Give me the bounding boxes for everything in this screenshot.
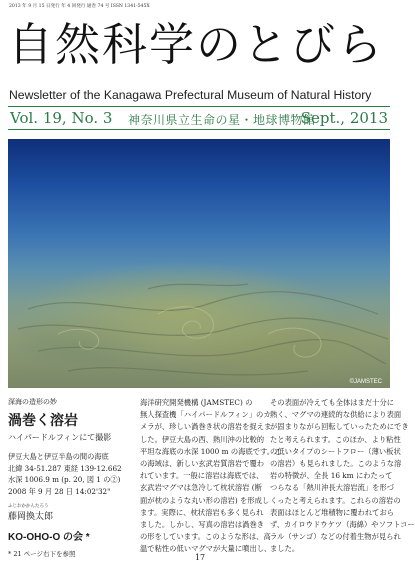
text-line: ました。 xyxy=(270,544,300,554)
text-line: メラが、珍しい渦巻き状の溶岩を捉えま xyxy=(140,422,272,432)
text-line: 熱く、マグマの連続的な供給により表面 xyxy=(270,410,402,420)
series-label: 深海の造形の妙 xyxy=(8,398,57,406)
page-number: 17 xyxy=(194,553,206,562)
article-title: 渦巻く溶岩 xyxy=(8,413,78,429)
cover-photo xyxy=(8,139,390,388)
caption-column xyxy=(8,397,128,558)
issue-info: 2013 年 9 月 15 日発行 年 4 回発行 通巻 74 号 ISSN 1341-545X xyxy=(9,4,150,9)
text-line: 玄武岩マグマは急冷して枕状溶岩 (断 xyxy=(140,483,262,493)
text-line: した。伊豆大島の西、熱川沖の比較的 xyxy=(140,434,265,444)
text-line: ました。しかし、写真の溶岩は渦巻き xyxy=(140,520,265,530)
author-name: 藤岡換太郎 xyxy=(8,512,54,522)
text-line: ず、カイロウドウケツ（海綿）やソフトコー xyxy=(270,520,415,530)
article-subtitle: ハイパードルフィンにて撮影 xyxy=(8,433,112,442)
text-line: 平坦な海底の水深 1000 m の海底です。こ xyxy=(140,446,282,456)
issue-date: Sept., 2013 xyxy=(300,109,388,127)
museum-name: 神奈川県立生命の星・地球博物館 xyxy=(128,113,316,127)
author-reading: ふじおかかんたろう xyxy=(8,504,49,509)
photo-credit: ©JAMSTEC xyxy=(349,379,382,385)
text-line: くったと考えられます。これらの溶岩の xyxy=(270,495,401,505)
text-line: 温で粘性の低いマグマが大量に噴出し、 xyxy=(140,544,272,554)
text-line: 面が枕のような丸い形の溶岩) を形成し xyxy=(140,495,270,505)
text-line: つらなる「熱川沖長大溶岩流」を形づ xyxy=(270,483,395,493)
caption-line: 伊豆大島と伊豆半島の間の海底 xyxy=(8,452,109,461)
author-affiliation: KO-OHO-O の会 * xyxy=(8,532,90,543)
text-line: が固まりながら回転していったためにでき xyxy=(270,422,409,432)
text-line: れています。一般に溶岩は海底では、 xyxy=(140,471,264,481)
text-line: 表面はほとんど堆積物に覆われておら xyxy=(270,507,395,517)
lava-pattern xyxy=(8,139,390,388)
newsletter-subtitle: Newsletter of the Kanagawa Prefectural Museum of Natural History xyxy=(9,88,372,102)
body-column-1 xyxy=(140,397,282,556)
volume-number: Vol. 19, No. 3 xyxy=(10,109,113,127)
text-line: の形をしています。このような形は、高 xyxy=(140,532,271,542)
text-line: の海域は、新しい玄武岩質溶岩で覆わ xyxy=(140,459,265,469)
text-line: ます。実際に、枕状溶岩も多く見られ xyxy=(140,507,264,517)
newsletter-title: 自然科学のとびら xyxy=(8,18,385,71)
text-line: その表面が冷えても全体はまだ十分に xyxy=(270,398,395,407)
text-line: の溶岩）も見られました。このような溶 xyxy=(270,459,402,469)
text-line: たと考えられます。このほか、より粘性 xyxy=(270,434,401,444)
caption-line: 水深 1006.9 m (p. 20, 図 1 の②) xyxy=(8,475,121,484)
footnote: * 21 ページ右下を参照 xyxy=(8,550,76,558)
location-caption xyxy=(8,451,128,497)
caption-line: 北緯 34-51.287 東経 139-12.662 xyxy=(8,463,122,473)
text-line: 海洋研究開発機構 (JAMSTEC) の xyxy=(140,398,253,407)
text-line: 無人探査機「ハイパードルフィン」のカ xyxy=(140,410,271,420)
text-line: 岩の特徴が、全長 16 km にわたって xyxy=(270,471,393,481)
caption-line: 2008 年 9 月 28 日 14:02'32" xyxy=(8,486,111,496)
text-line: ラル（サンゴ）などの付着生物が見られ xyxy=(270,532,401,542)
body-column-2 xyxy=(270,397,415,556)
text-line: の低いタイプのシートフロー（薄い板状 xyxy=(270,446,401,456)
